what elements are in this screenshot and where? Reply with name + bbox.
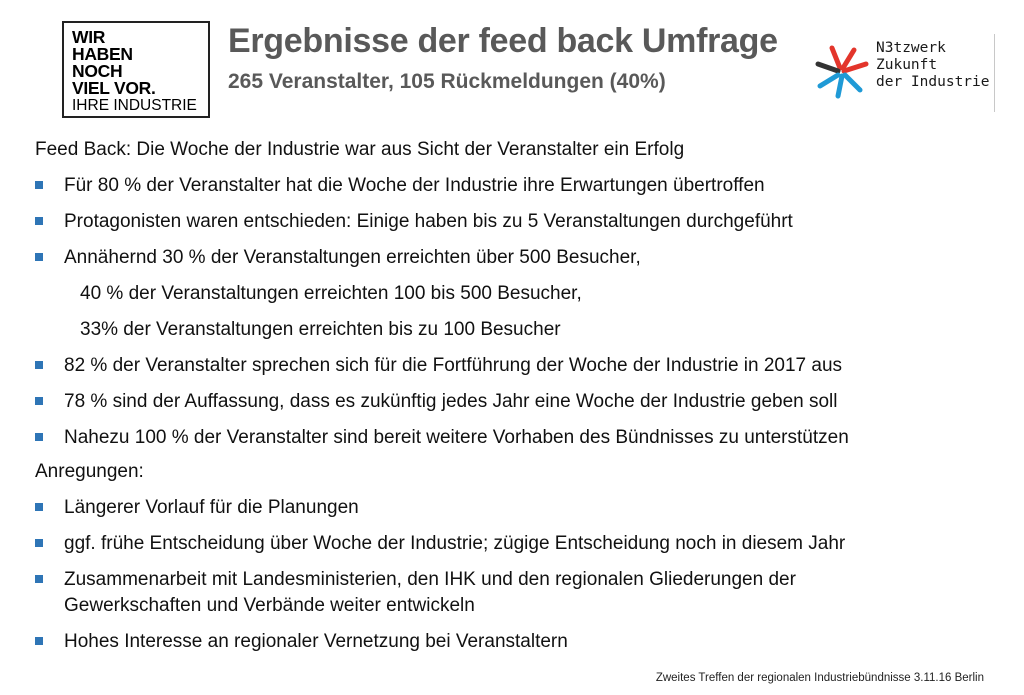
logo-line: VIEL VOR. xyxy=(72,78,156,98)
bullet-square-icon xyxy=(35,181,43,189)
bullet-text: Nahezu 100 % der Veranstalter sind bereit weitere Vorhaben des Bündnisses zu unterstützen xyxy=(64,427,849,448)
indented-line xyxy=(35,281,582,306)
divider xyxy=(994,34,995,112)
bullet-item xyxy=(35,245,641,270)
bullet-text: Zusammenarbeit mit Landesministerien, den IHK und den regionalen Gliederungen der xyxy=(64,569,796,590)
logo-line: NOCH xyxy=(72,61,123,81)
bullet-text: Längerer Vorlauf für die Planungen xyxy=(64,497,359,518)
bullet-square-icon xyxy=(35,575,43,583)
bullet-text: Hohes Interesse an regionaler Vernetzung bei Veranstaltern xyxy=(64,631,568,652)
section-heading-text: Anregungen: xyxy=(35,461,144,482)
page-subtitle: 265 Veranstalter, 105 Rückmeldungen (40%) xyxy=(228,70,666,93)
bullet-square-icon xyxy=(35,503,43,511)
logo-line: IHRE INDUSTRIE xyxy=(72,97,197,114)
bullet-item xyxy=(35,173,765,198)
bullet-text: Protagonisten waren entschieden: Einige haben bis zu 5 Veranstaltungen durchgeführt xyxy=(64,211,793,232)
bullet-item xyxy=(35,209,793,234)
page-title: Ergebnisse der feed back Umfrage xyxy=(228,22,778,60)
bullet-item xyxy=(35,567,796,592)
bullet-continuation xyxy=(35,593,475,618)
bullet-item xyxy=(35,353,842,378)
bullet-square-icon xyxy=(35,397,43,405)
bullet-square-icon xyxy=(35,539,43,547)
netzwerk-star-icon xyxy=(814,44,870,100)
section-heading xyxy=(35,137,684,162)
section-heading-text: Feed Back: Die Woche der Industrie war aus Sicht der Veranstalter ein Erfolg xyxy=(35,139,685,160)
bullet-text: ggf. frühe Entscheidung über Woche der Industrie; zügige Entscheidung noch in diesem Jahr xyxy=(64,533,846,554)
bullet-item xyxy=(35,389,838,414)
bullet-item xyxy=(35,495,359,520)
section-heading xyxy=(35,459,144,484)
bullet-item xyxy=(35,629,568,654)
indented-text: 33% der Veranstaltungen erreichten bis zu 100 Besucher xyxy=(80,319,561,340)
indented-text: 40 % der Veranstaltungen erreichten 100 bis 500 Besucher, xyxy=(80,283,582,304)
bullet-square-icon xyxy=(35,433,43,441)
logo-text: der Industrie xyxy=(876,74,990,90)
bullet-square-icon xyxy=(35,361,43,369)
netzwerk-zukunft-logo xyxy=(814,40,999,110)
bullet-text: Für 80 % der Veranstalter hat die Woche der Industrie ihre Erwartungen übertroffen xyxy=(64,175,765,196)
bullet-square-icon xyxy=(35,253,43,261)
bullet-text: Annähernd 30 % der Veranstaltungen erreichten über 500 Besucher, xyxy=(64,247,641,268)
logo-line: WIR xyxy=(72,27,106,47)
footer-text: Zweites Treffen der regionalen Industriebündnisse 3.11.16 Berlin xyxy=(655,672,984,684)
indented-line xyxy=(35,317,561,342)
bullet-item xyxy=(35,425,849,450)
bullet-item xyxy=(35,531,845,556)
bullet-square-icon xyxy=(35,637,43,645)
logo-line: HABEN xyxy=(72,44,133,64)
bullet-text: 78 % sind der Auffassung, dass es zukünftig jedes Jahr eine Woche der Industrie geben soll xyxy=(64,391,838,412)
logo-text: N3tzwerk xyxy=(876,40,946,56)
logo-text: Zukunft xyxy=(876,57,938,73)
bullet-text: 82 % der Veranstalter sprechen sich für die Fortführung der Woche der Industrie in 2017 aus xyxy=(64,355,843,376)
wir-haben-noch-viel-vor-logo xyxy=(62,21,210,118)
bullet-square-icon xyxy=(35,217,43,225)
bullet-text: Gewerkschaften und Verbände weiter entwickeln xyxy=(64,595,475,616)
